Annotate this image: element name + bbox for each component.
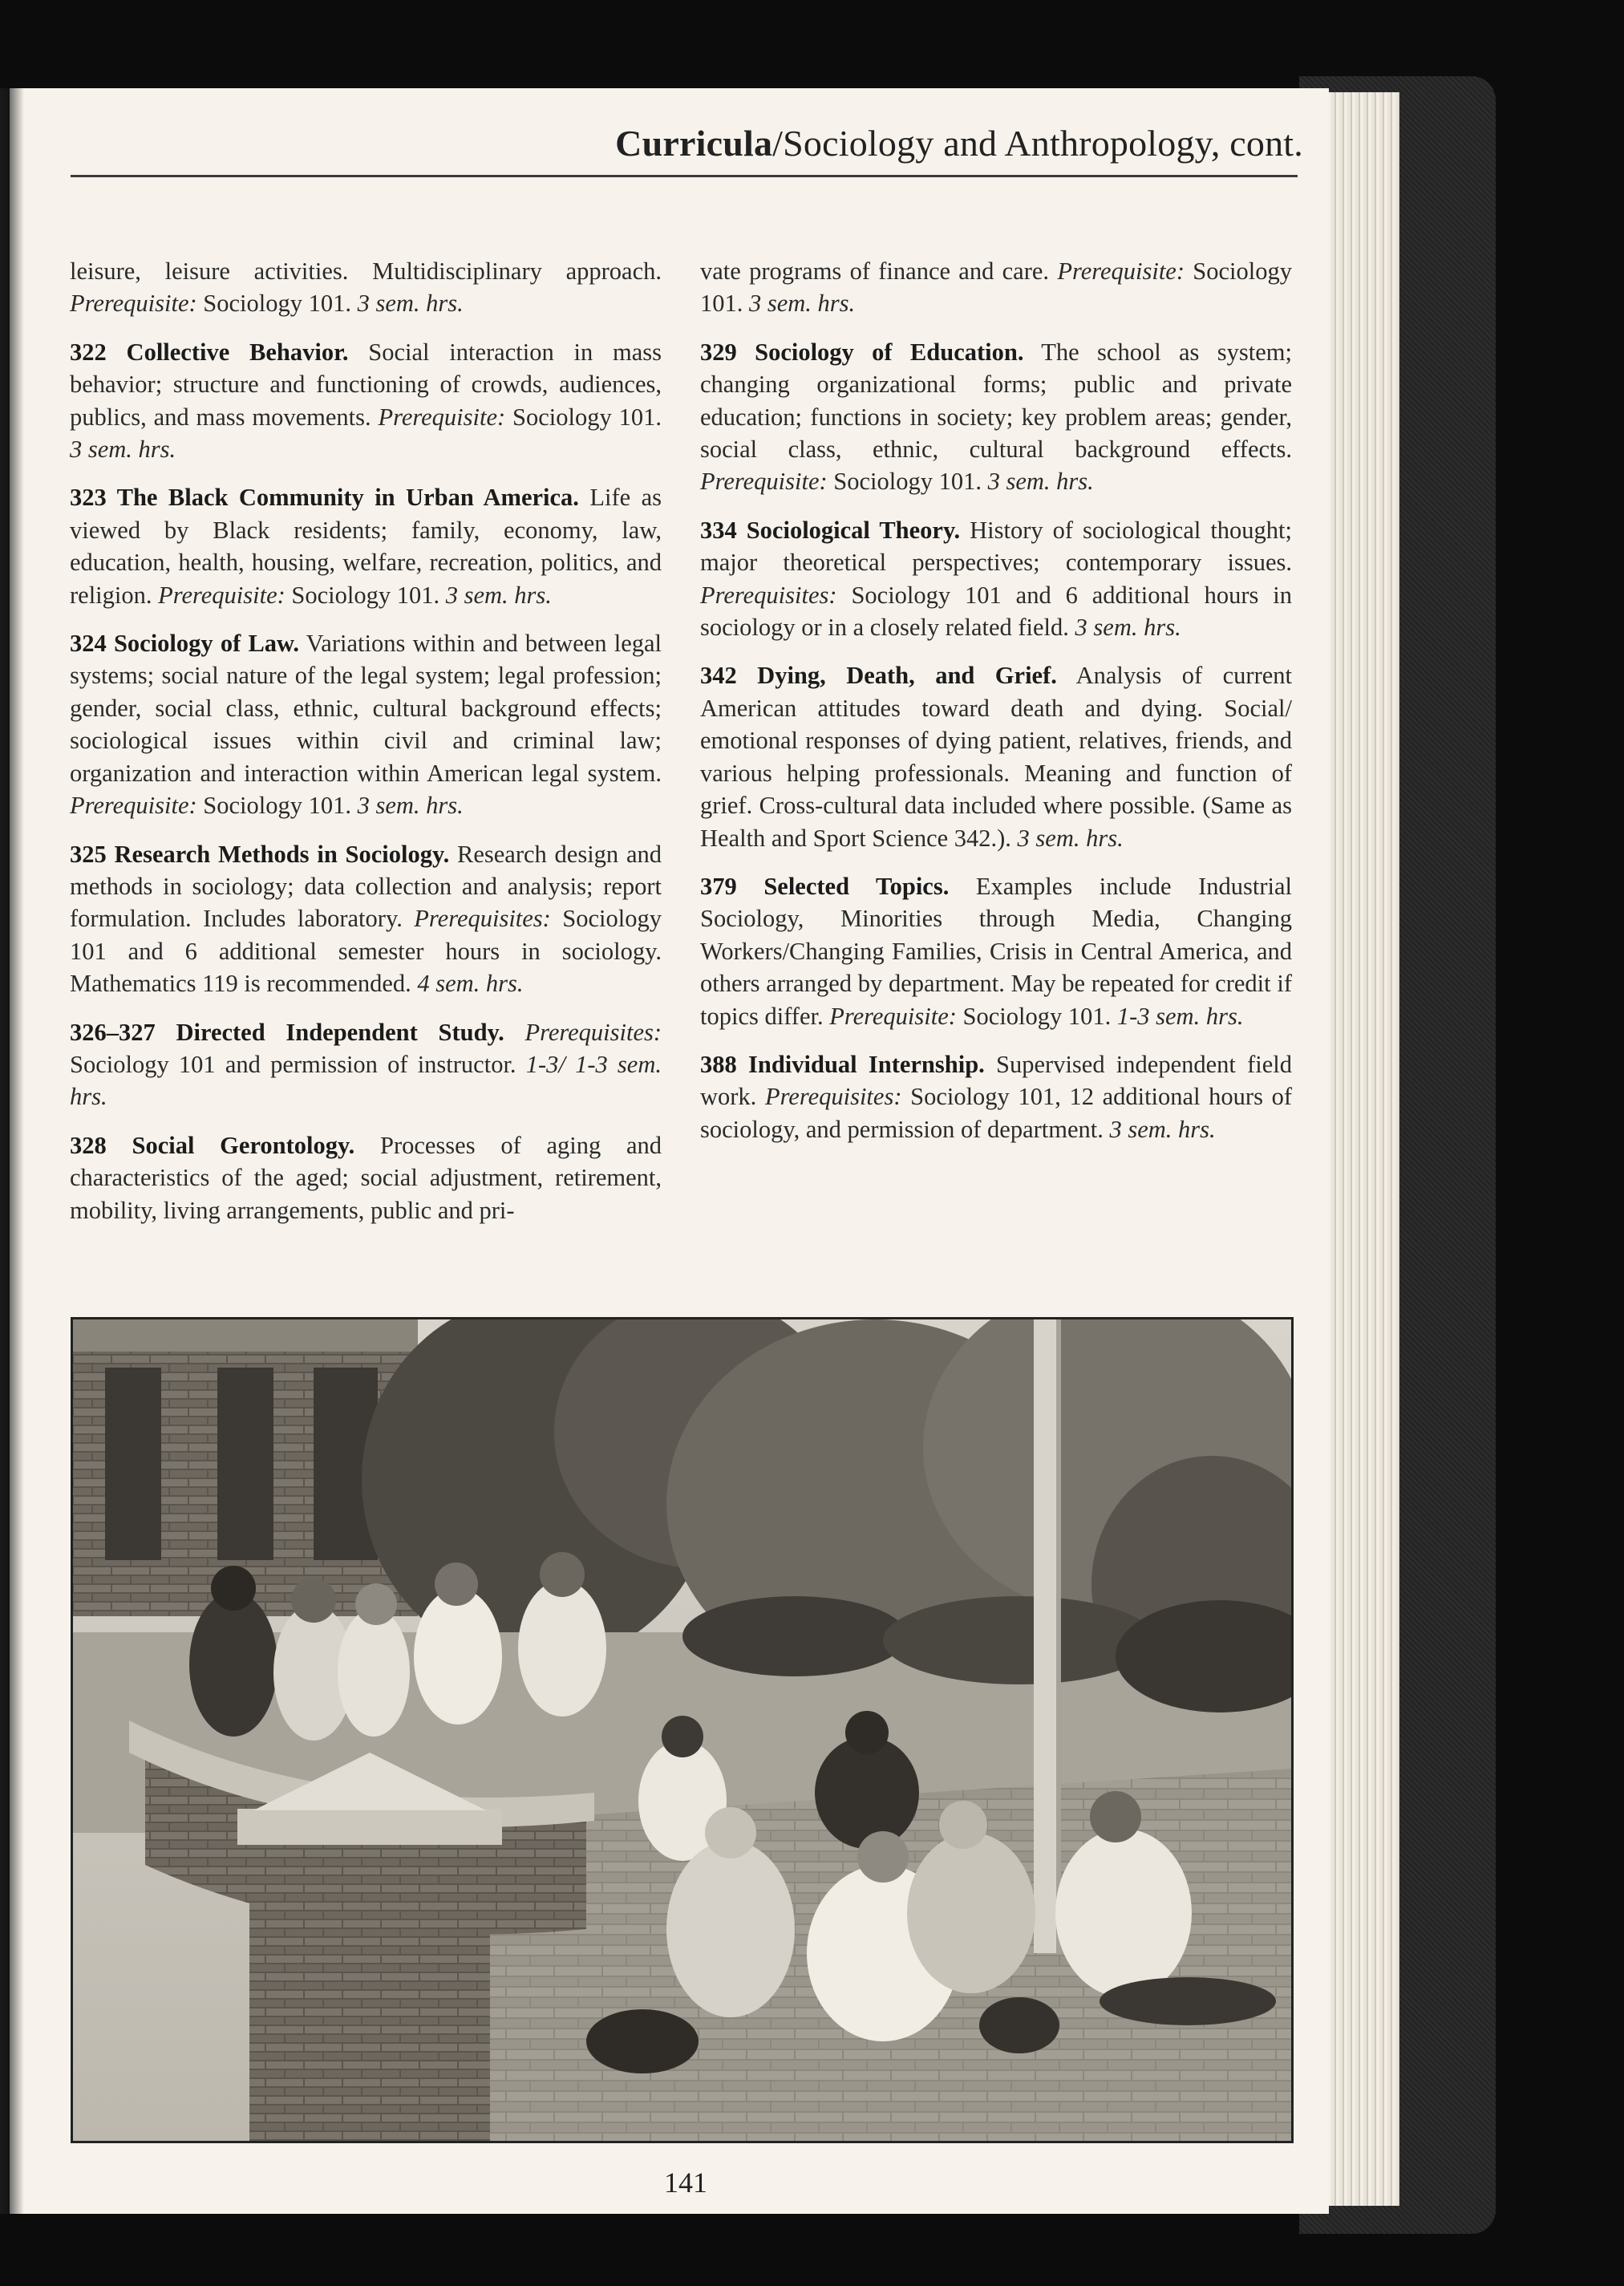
- course-title: 323 The Black Community in Urban America.: [70, 484, 579, 512]
- prerequisite-label: Prerequisite:: [378, 403, 506, 431]
- gutter-shadow: [0, 88, 24, 2214]
- running-head-section: Curricula: [615, 123, 773, 164]
- prerequisite-text: Sociology 101 and 6 additional semester hours in sociology. Mathematics 119 is recommended.: [70, 905, 662, 998]
- credit-hours: 3 sem. hrs.: [70, 436, 176, 464]
- course-title: 325 Research Methods in Sociology.: [70, 840, 450, 868]
- header-rule: [71, 175, 1298, 177]
- credit-hours: 3 sem. hrs.: [445, 581, 552, 609]
- prerequisite-text: Sociology 101.: [196, 290, 358, 318]
- course-title: 329 Sociology of Education.: [700, 338, 1024, 366]
- left-column: [70, 255, 662, 1242]
- course-title: 326–327 Directed Independent Study.: [70, 1018, 504, 1046]
- credit-hours: 1-3/ 1-3 sem. hrs.: [70, 1050, 662, 1111]
- course-description: leisure, leisure activities. Multidisciplinary approach.: [70, 257, 662, 285]
- credit-hours: 4 sem. hrs.: [417, 970, 524, 998]
- prerequisite-label: Prerequisite:: [700, 468, 828, 496]
- right-column: [700, 255, 1292, 1161]
- course-title: 322 Collective Behavior.: [70, 338, 349, 366]
- credit-hours: 3 sem. hrs.: [357, 290, 464, 318]
- prerequisite-label: Prerequisite:: [829, 1002, 957, 1030]
- credit-hours: 3 sem. hrs.: [1017, 824, 1124, 852]
- prerequisite-text: Sociology 101.: [505, 403, 662, 431]
- course-entry: [70, 481, 662, 611]
- course-description: Processes of aging and characteristics of the aged; social adjustment, retirement, mobility, living arrangements, public and pri-: [70, 1131, 662, 1224]
- course-description: Research design and methods in sociology; data collection and analysis; report formulation. Includes laboratory.: [70, 840, 662, 933]
- prerequisite-label: Prerequisites:: [414, 905, 551, 933]
- prerequisite-label: Prerequisites:: [764, 1083, 902, 1111]
- course-description: Supervised independent field work.: [700, 1050, 1292, 1111]
- course-description: [504, 1019, 525, 1046]
- course-entry: [70, 627, 662, 821]
- course-entry: [700, 1048, 1292, 1145]
- credit-hours: 3 sem. hrs.: [357, 792, 464, 820]
- course-entry: [70, 838, 662, 1000]
- course-title: 342 Dying, Death, and Grief.: [700, 662, 1057, 690]
- course-description: The school as system; changing organizational forms; public and private education; functions in society; key problem areas; gender, social class, ethnic, cultural background effects.: [700, 338, 1292, 464]
- course-entry: [700, 870, 1292, 1032]
- course-title: 324 Sociology of Law.: [70, 630, 300, 658]
- course-description: Variations within and between legal systems; social nature of the legal system; legal profession; gender, social class, ethnic, cultural background effects; sociological issues within civil and criminal law; organization and interaction within American legal system.: [70, 630, 662, 787]
- prerequisite-label: Prerequisite:: [70, 792, 197, 820]
- course-entry: [70, 336, 662, 466]
- course-description: Examples include Industrial Sociology, Minorities through Media, Changing Workers/Changing Families, Crisis in Central America, and others arranged by department. May be repeated for credit if topics differ.: [700, 872, 1292, 1030]
- prerequisite-text: Sociology 101 and 6 additional hours in sociology or in a closely related field.: [700, 581, 1292, 642]
- credit-hours: 3 sem. hrs.: [749, 290, 856, 318]
- running-head-subject: /Sociology and Anthropology, cont.: [772, 123, 1303, 164]
- prerequisite-text: Sociology 101, 12 additional hours of sociology, and permission of department.: [700, 1083, 1292, 1143]
- prerequisite-label: Prerequisites:: [524, 1018, 662, 1046]
- course-description: vate programs of finance and care.: [700, 257, 1058, 285]
- running-head: [0, 122, 1303, 164]
- campus-photo: [71, 1317, 1294, 2143]
- prerequisite-label: Prerequisites:: [700, 581, 837, 609]
- course-entry: [700, 514, 1292, 644]
- course-entry: [70, 1016, 662, 1113]
- course-title: 328 Social Gerontology.: [70, 1131, 355, 1159]
- course-description: Social interaction in mass behavior; structure and functioning of crowds, audiences, publics, and mass movements.: [70, 338, 662, 431]
- prerequisite-label: Prerequisite:: [158, 581, 286, 609]
- credit-hours: 3 sem. hrs.: [987, 468, 1094, 496]
- prerequisite-text: Sociology 101 and permission of instructor.: [70, 1050, 526, 1078]
- prerequisite-label: Prerequisite:: [70, 290, 197, 318]
- credit-hours: 3 sem. hrs.: [1109, 1115, 1216, 1143]
- prerequisite-text: Sociology 101.: [285, 581, 446, 609]
- course-description: Analysis of current American attitudes toward death and dying. Social/ emotional responses of dying patient, relatives, friends, and various helping professionals. Meaning and function of grief. Cross-cultural data included where possible. (Same as Health and Sport Science 342.).: [700, 662, 1292, 852]
- credit-hours: 3 sem. hrs.: [1075, 614, 1181, 642]
- prerequisite-text: Sociology 101.: [956, 1002, 1117, 1030]
- course-entry: [70, 255, 662, 320]
- course-entry: [700, 336, 1292, 498]
- course-title: 334 Sociological Theory.: [700, 516, 961, 544]
- prerequisite-text: Sociology 101.: [700, 257, 1292, 318]
- course-entry: [700, 255, 1292, 320]
- page-number: 141: [664, 2166, 707, 2199]
- course-title: 388 Individual Internship.: [700, 1050, 985, 1078]
- course-description: History of sociological thought; major theoretical perspectives; contemporary issues.: [700, 516, 1292, 577]
- credit-hours: 1-3 sem. hrs.: [1116, 1002, 1244, 1030]
- prerequisite-label: Prerequisite:: [1057, 257, 1185, 285]
- course-description: Life as viewed by Black residents; family, economy, law, education, health, housing, welfare, recreation, politics, and religion.: [70, 484, 662, 609]
- course-entry: [700, 659, 1292, 853]
- course-entry: [70, 1129, 662, 1226]
- prerequisite-text: Sociology 101.: [196, 792, 358, 820]
- prerequisite-text: Sociology 101.: [827, 468, 988, 496]
- course-title: 379 Selected Topics.: [700, 872, 950, 900]
